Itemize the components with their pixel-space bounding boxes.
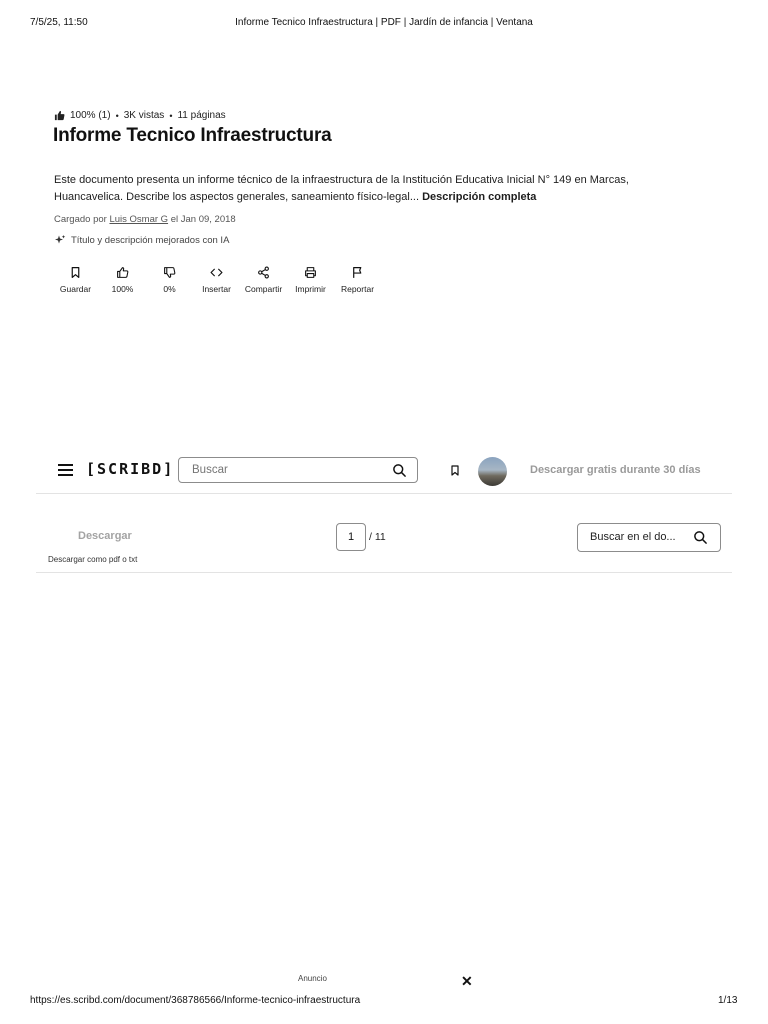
like-button[interactable] [99,266,146,294]
like-percent: 100% [111,284,134,294]
ai-improved-note [54,234,229,246]
description-text: Este documento presenta un informe técnico de la infraestructura de la Institución Educativa Inicial N° 149 en Marcas, Huancavelica. Describe los aspectos generales, saneamiento físico-legal... [54,174,629,203]
scribd-logo[interactable]: [SCRIBD] [86,460,175,478]
page-number-input[interactable]: 1 [336,523,366,551]
print-icon [304,266,317,279]
save-label: Guardar [59,284,92,294]
divider [36,572,732,573]
embed-button[interactable] [193,266,240,294]
upload-date: el Jan 09, 2018 [170,214,236,225]
sparkle-icon [54,234,66,246]
document-actions [52,266,381,294]
share-icon [257,266,270,279]
menu-icon[interactable] [58,464,73,476]
thumbs-up-icon [54,110,65,121]
print-page-title: Informe Tecnico Infraestructura | PDF | Jardín de infancia | Ventana [235,17,533,28]
search-box [178,457,418,483]
print-url: https://es.scribd.com/document/368786566/Informe-tecnico-infraestructura [30,995,361,1006]
separator-dot: • [169,110,173,121]
uploaded-by-label: Cargado por [54,214,107,225]
print-label: Imprimir [295,284,326,294]
upload-info [54,214,236,225]
free-trial-button[interactable]: Descargar gratis durante 30 días [530,464,701,476]
save-button[interactable] [52,266,99,294]
search-icon[interactable] [693,530,708,545]
rating-value: 100% (1) [70,110,111,121]
dislike-percent: 0% [163,284,176,294]
share-button[interactable] [240,266,287,294]
search-input[interactable] [190,463,384,477]
separator-dot: • [115,110,119,121]
flag-icon [351,266,364,279]
document-stats [54,110,226,121]
code-icon [210,266,223,279]
total-pages: / 11 [369,531,386,543]
document-search-placeholder: Buscar en el do... [590,531,676,543]
embed-label: Insertar [202,284,231,294]
thumbs-down-icon [163,266,176,279]
user-avatar[interactable] [478,457,507,486]
report-button[interactable] [334,266,381,294]
download-button[interactable]: Descargar [78,530,132,542]
divider [36,493,732,494]
report-label: Reportar [340,284,375,294]
thumbs-up-icon [116,266,129,279]
document-description [54,172,674,206]
page-count: 11 páginas [177,110,226,121]
uploader-link[interactable]: Luis Osmar G [109,214,169,225]
full-description-link[interactable]: Descripción completa [422,191,537,203]
close-ad-icon[interactable]: ✕ [461,973,473,989]
ad-label: Anuncio [298,974,327,983]
print-button[interactable] [287,266,334,294]
search-icon[interactable] [392,463,407,478]
download-format-note[interactable]: Descargar como pdf o txt [48,555,138,564]
views-count: 3K vistas [123,110,165,121]
print-page-number: 1/13 [718,995,738,1006]
bookmark-icon[interactable] [449,464,461,477]
share-label: Compartir [244,284,283,294]
document-search-field[interactable] [577,523,721,552]
print-datetime: 7/5/25, 11:50 [30,17,88,28]
ai-note-text: Título y descripción mejorados con IA [71,234,230,246]
document-title: Informe Tecnico Infraestructura [53,125,332,146]
dislike-button[interactable] [146,266,193,294]
bookmark-icon [69,266,82,279]
